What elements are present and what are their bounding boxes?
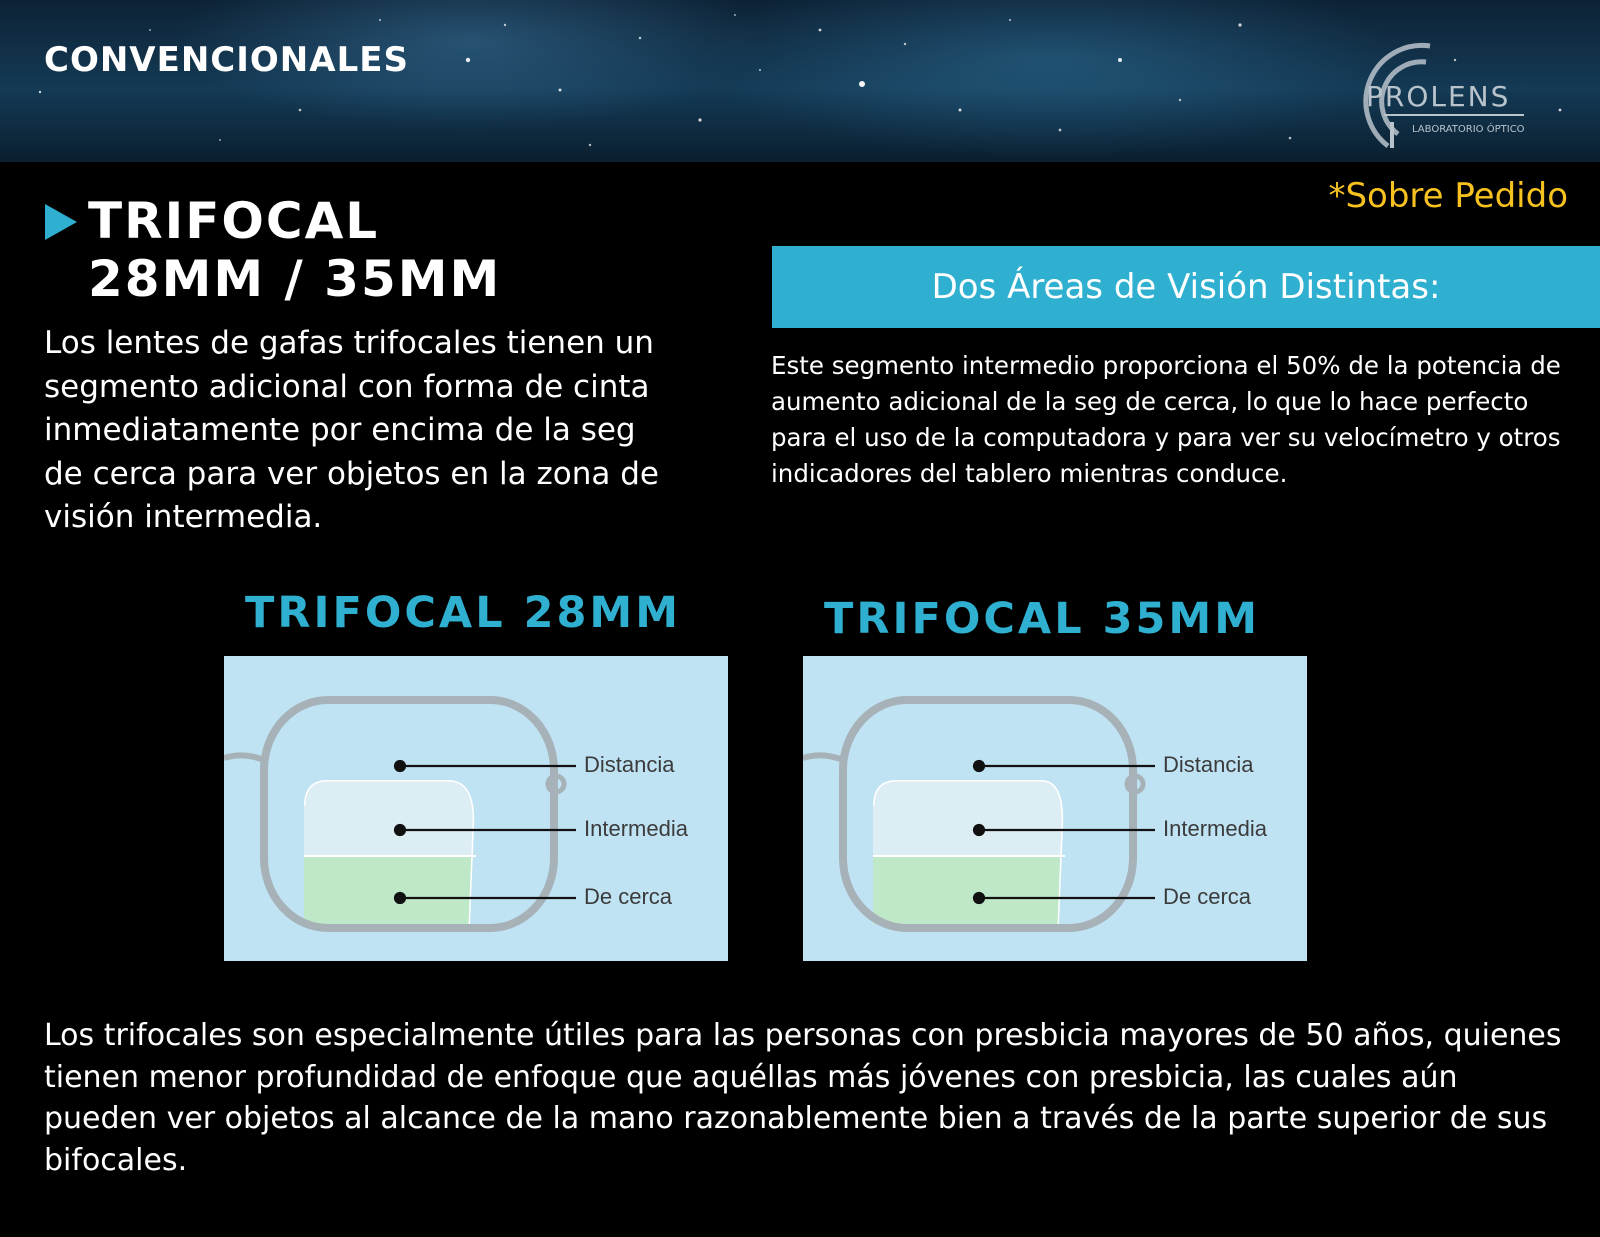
trifocal-35mm-diagram xyxy=(803,656,1307,961)
vision-areas-heading-bar xyxy=(772,246,1600,328)
product-description: Los lentes de gafas trifocales tienen un segmento adicional con forma de cinta inmediatamente por encima de la seg de cerca para ver objetos en la zona de visión intermedia. xyxy=(44,325,659,535)
product-title xyxy=(88,192,501,308)
header-banner xyxy=(0,0,1600,162)
on-request-note: *Sobre Pedido xyxy=(1328,176,1568,216)
product-title-line1: TRIFOCAL xyxy=(88,192,380,250)
distance-label: Distancia xyxy=(1163,752,1254,777)
intermediate-label: Intermedia xyxy=(1163,816,1267,841)
logo-tagline: LABORATORIO ÓPTICO xyxy=(1412,124,1525,135)
intermediate-label: Intermedia xyxy=(584,816,688,841)
triangle-bullet-icon xyxy=(45,204,77,240)
near-label: De cerca xyxy=(584,884,673,909)
logo-wordmark: PROLENS xyxy=(1366,80,1511,113)
trifocal-28mm-diagram xyxy=(224,656,728,961)
closing-paragraph: Los trifocales son especialmente útiles para las personas con presbicia mayores de 50 años, quienes tienen menor profundidad de enfoque que aquéllas más jóvenes con presbicia, las cuales aún pueden ver objetos al alcance de la mano razonablemente bien a través de la parte superior de sus bifocales. xyxy=(44,1018,1562,1178)
eyeglass-lens-icon xyxy=(224,656,728,961)
prolens-logo xyxy=(1360,38,1540,156)
distance-label: Distancia xyxy=(584,752,675,777)
product-title-line2: 28MM / 35MM xyxy=(88,250,502,308)
near-label: De cerca xyxy=(1163,884,1252,909)
diagram-title-35mm: TRIFOCAL 35MM xyxy=(824,594,1260,644)
vision-areas-heading: Dos Áreas de Visión Distintas: xyxy=(931,267,1441,307)
diagram-title-28mm: TRIFOCAL 28MM xyxy=(245,588,681,638)
vision-areas-text: Este segmento intermedio proporciona el 50% de la potencia de aumento adicional de la seg de cerca, lo que lo hace perfecto para el uso de la computadora y para ver su velocímetro y otros indicadores del tablero mientras conduce. xyxy=(771,351,1561,488)
eyeglass-lens-icon xyxy=(803,656,1307,961)
section-title: CONVENCIONALES xyxy=(44,40,409,80)
